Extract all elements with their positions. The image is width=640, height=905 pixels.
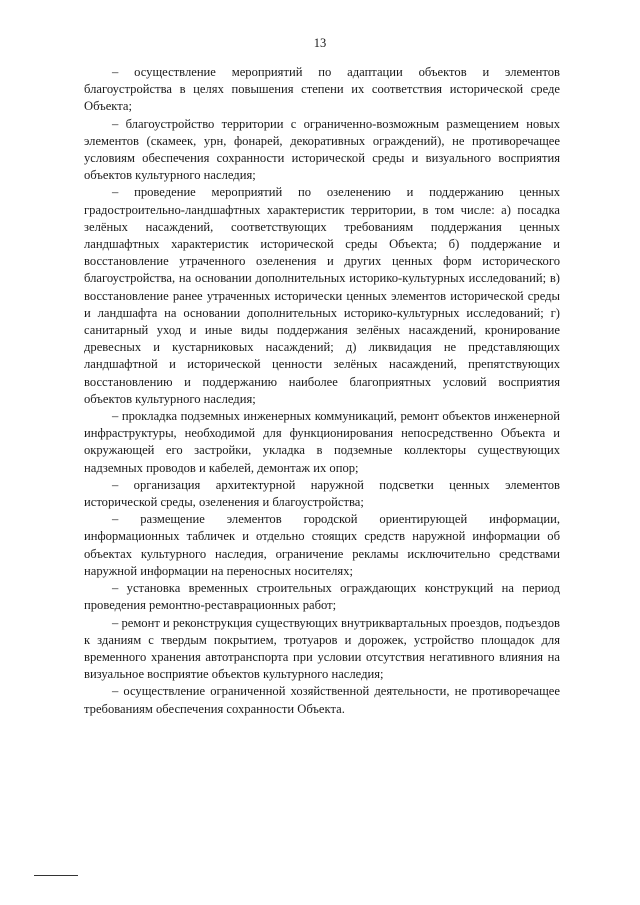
document-body — [84, 64, 560, 718]
footer-rule — [34, 875, 78, 876]
paragraph-landscaping: – благоустройство территории с ограниченно-возможным размещением новых элементов (скамеек, урн, фонарей, декоративных ограждений), не противоречащее условиям обеспечения сохранности исторической среды и визуального восприятия объектов культурного наследия; — [84, 116, 560, 183]
paragraph-roads: – ремонт и реконструкция существующих внутриквартальных проездов, подъездов к зданиям с твердым покрытием, тротуаров и дорожек, устройство площадок для временного хранения автотранспорта при условии отсутствия негативного влияния на визуальное восприятие объектов культурного наследия; — [84, 615, 560, 682]
paragraph-fencing: – установка временных строительных ограждающих конструкций на период проведения ремонтно-реставрационных работ; — [84, 581, 560, 613]
page-number: 13 — [313, 36, 327, 50]
paragraph-adaptation: – осуществление мероприятий по адаптации объектов и элементов благоустройства в целях повышения степени их соответствия исторической среде Объекта; — [84, 65, 560, 114]
paragraph-lighting: – организация архитектурной наружной подсветки ценных элементов исторической среды, озеленения и благоустройства; — [84, 477, 560, 510]
paragraph-signage: – размещение элементов городской ориентирующей информации, информационных табличек и отдельно стоящих средств наружной информации об объектах культурного наследия, ограничение рекламы исключительно средствами наружной информации на переносных носителях; — [84, 512, 560, 578]
paragraph-utilities: – прокладка подземных инженерных коммуникаций, ремонт объектов инженерной инфраструктуры, необходимой для функционирования непосредственно Объекта и окружающей его застройки, укладка в подземные коллекторы существующих надземных проводов и кабелей, демонтаж их опор; — [84, 409, 560, 475]
paragraph-economic-activity: – осуществление ограниченной хозяйственной деятельности, не противоречащее требованиям обеспечения сохранности Объекта. — [84, 684, 560, 716]
paragraph-greening: – проведение мероприятий по озеленению и поддержанию ценных градостроительно-ландшафтных характеристик территории, в том числе: а) посадка зелёных насаждений, соответствующих требованиям поддержания ценных ландшафтных характеристик исторической среды Объекта; б) поддержание и восстановление утраченного озеленения и других ценных форм исторического благоустройства, на основании дополнительных историко-культурных исследований; в) восстановление ранее утраченных исторически ценных элементов исторической среды и ландшафта на основании дополнительных историко-культурных исследований; г) санитарный уход и иные виды поддержания зелёных насаждений, кронирование древесных и кустарниковых насаждений; д) ликвидация не представляющих ландшафтной и исторической ценности зелёных насаждений, препятствующих восстановлению и поддержанию наиболее благоприятных условий восприятия объектов культурного наследия; — [84, 185, 560, 406]
